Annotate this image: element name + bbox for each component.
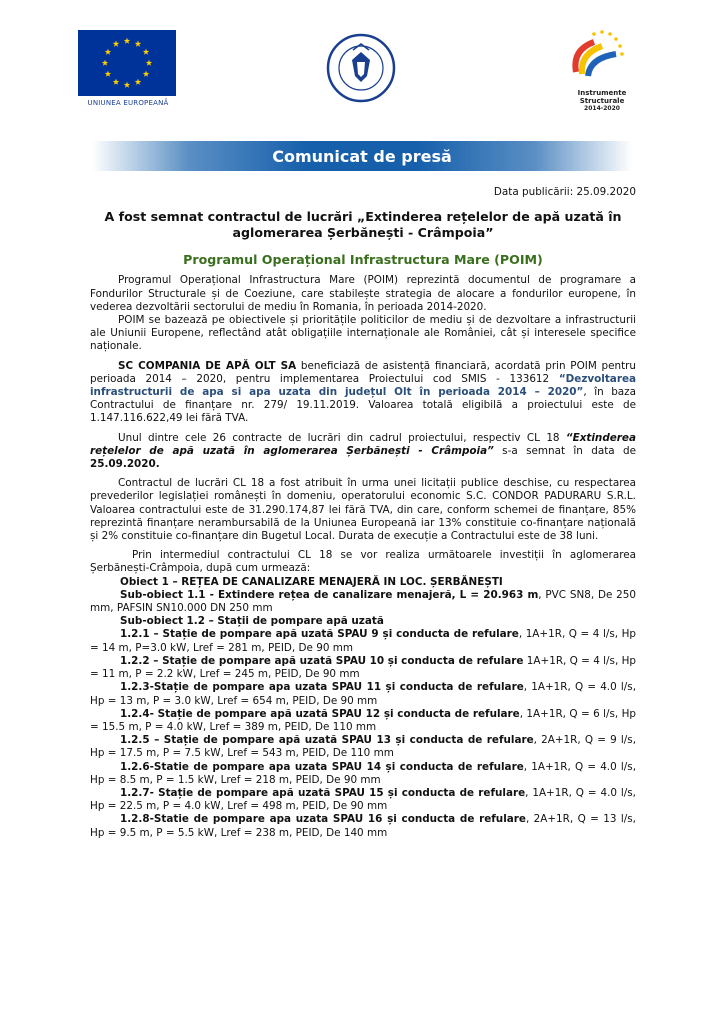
paragraph-contract-award: Contractul de lucrări CL 18 a fost atribuit în urma unei licitații publice deschise, cu respectarea prevederilor legislației românești în domeniu, operatorului economic S.C. CONDOR PADURARU S.R.L. Valoarea contractului este de 31.290.174,87 lei fără TVA, din care, conform schemei de finanțare, 85% reprezintă finanțare nerambursabilă de la Uniunea Europeană iar 13% constituie co-finanțare națională și 2% constituie co-finanțare din Bugetul Local. Durata de execuție a Contractului este de 38 luni. (90, 477, 636, 543)
structural-instruments-icon (558, 24, 646, 86)
paragraph-investments: Prin intermediul contractului CL 18 se vor realiza următoarele investiții în aglomerarea Șerbănești-Crâmpoia, după cum urmează: (90, 549, 636, 575)
sub-objective-1-1: Sub-obiect 1.1 - Extindere rețea de canalizare menajeră, L = 20.963 m, PVC SN8, De 250 mm, PAFSIN SN10.000 DN 250 mm (90, 588, 636, 615)
banner-title: Comunicat de presă (272, 146, 452, 166)
header-logos (0, 22, 724, 112)
paragraph-contract-signed (90, 432, 636, 472)
structural-instruments-logo (558, 24, 646, 112)
contract-date: 25.09.2020. (90, 458, 160, 471)
is-label: Instrumente Structurale (577, 89, 627, 105)
station-item: 1.2.8-Statie de pompare apa uzata SPAU 16 și conducta de refulare, 2A+1R, Q = 13 l/s, Hp = 9.5 m, P = 5.5 kW, Lref = 238 m, PEID, De 140 mm (90, 813, 636, 839)
paragraph-financing (90, 360, 636, 426)
contract-title: “Extinderea rețelelor de apă uzată în aglomerarea Șerbănești - Crâmpoia” (90, 431, 636, 457)
station-item: 1.2.7- Stație de pompare apă uzată SPAU 15 și conducta de refulare, 1A+1R, Q = 4.0 l/s, Hp = 22.5 m, P = 4.0 kW, Lref = 498 m, PEID, De 90 mm (90, 786, 636, 813)
sub-objective-1-2-heading: Sub-obiect 1.2 – Stații de pompare apă uzată (120, 615, 384, 628)
financing-text-1: beneficiază de asistență financiară, acordată prin POIM pentru perioada 2014 – 2020, pentru implementarea Proiectului cod SMIS - 133612 (90, 359, 637, 385)
contract-text-2: s-a semnat în data de (493, 444, 636, 457)
document-body (90, 186, 636, 840)
contract-text-1: Unul dintre cele 26 contracte de lucrări din cadrul proiectului, respectiv CL 18 (118, 431, 566, 444)
eu-label: UNIUNEA EUROPEANĂ (87, 99, 169, 107)
paragraph-poim-intro: Programul Operațional Infrastructura Mare (POIM) reprezintă documentul de programare a Fondurilor Structurale și de Coeziune, care stabilește strategia de alocare a fondurilor europene, în vederea dezvoltării sectorului de mediu în Romania, în perioada 2014-2020. (90, 274, 636, 313)
station-item: 1.2.3-Stație de pompare apa uzata SPAU 11 și conducta de refulare, 1A+1R, Q = 4.0 l/s, Hp = 13 m, P = 3.0 kW, Lref = 654 m, PEID, De 90 mm (90, 681, 637, 707)
program-heading: Programul Operațional Infrastructura Mare (POIM) (183, 252, 543, 268)
objective-1-heading: Obiect 1 – REȚEA DE CANALIZARE MENAJERĂ IN LOC. ȘERBĂNEȘTI (120, 575, 503, 588)
station-item: 1.2.1 – Stație de pompare apă uzată SPAU 9 și conducta de refulare, 1A+1R, Q = 4 l/s, Hp = 14 m, P=3.0 kW, Lref = 281 m, PEID, De 90 mm (90, 628, 636, 654)
is-years: 2014-2020 (584, 105, 620, 113)
eu-flag-icon (78, 30, 176, 96)
company-name: SC COMPANIA DE APĂ OLT SA (118, 359, 297, 372)
station-item: 1.2.5 – Stație de pompare apă uzată SPAU 13 și conducta de refulare, 2A+1R, Q = 9 l/s, Hp = 17.5 m, P = 7.5 kW, Lref = 543 m, PEID, De 110 mm (90, 734, 636, 760)
publication-date: Data publicării: 25.09.2020 (493, 186, 636, 198)
station-item: 1.2.6-Statie de pompare apa uzata SPAU 14 și conducta de refulare, 1A+1R, Q = 4.0 l/s, Hp = 8.5 m, P = 1.5 kW, Lref = 218 m, PEID, De 90 mm (90, 760, 637, 786)
financing-text-2: , în baza Contractului de finanțare nr. 279/ 19.11.2019. Valoarea totală eligibilă a proiectului este de 1.147.116.622,49 lei fără TVA. (90, 386, 636, 425)
government-seal-icon (326, 30, 396, 106)
press-release-banner (92, 141, 632, 171)
station-item: 1.2.4- Stație de pompare apă uzată SPAU 12 și conducta de refulare, 1A+1R, Q = 6 l/s, Hp = 15.5 m, P = 4.0 kW, Lref = 389 m, PEID, De 110 mm (90, 707, 636, 733)
station-item: 1.2.2 – Stație de pompare apă uzată SPAU 10 și conducta de refulare 1A+1R, Q = 4 l/s, Hp = 11 m, P = 2.2 kW, Lref = 245 m, PEID, De 90 mm (90, 654, 636, 681)
eu-logo (78, 30, 178, 107)
headline: A fost semnat contractul de lucrări „Extinderea rețelelor de apă uzată în aglomerarea Șerbănești - Crâmpoia” (104, 209, 622, 241)
paragraph-poim-objectives: POIM se bazează pe obiectivele și prioritățile politicilor de mediu și de dezvoltare a infrastructurii ale Uniunii Europene, reflectând atât obligațiile internaționale ale României, cât și interesele specifice naționale. (90, 314, 636, 353)
project-name: “Dezvoltarea infrastructurii de apa si apa uzata din județul Olt în perioada 2014 – 2020” (90, 372, 636, 399)
